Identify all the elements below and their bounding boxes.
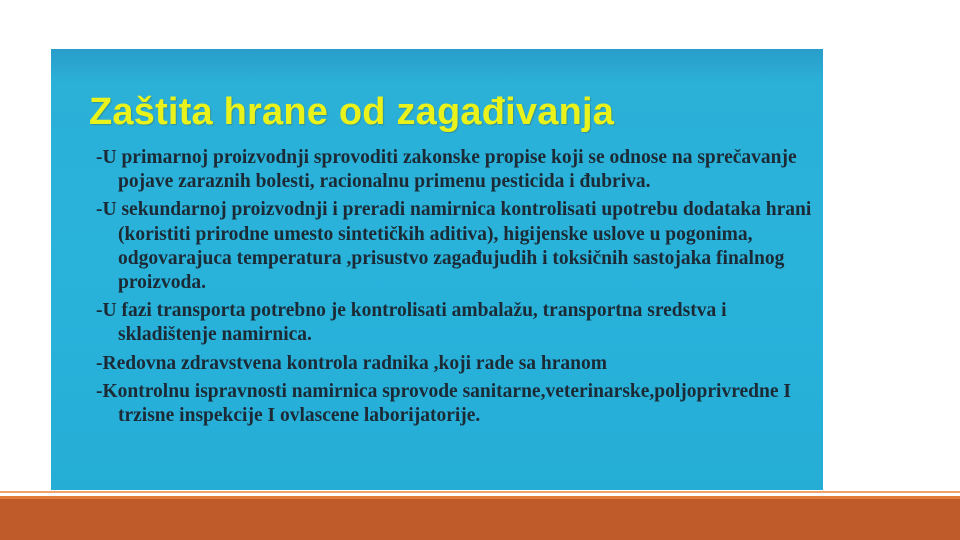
list-item: -U sekundarnoj proizvodnji i preradi namirnica kontrolisati upotrebu dodataka hrani (koristiti prirodne umesto sintetičkih aditiva), higijenske uslove u pogonima, odgovarajuca temperatura ,prisustvo zagađujudih i toksičnih sastojaka finalnog proizvoda. (96, 199, 812, 294)
content-image-panel (51, 49, 823, 490)
footer-bar (0, 496, 960, 540)
accent-divider (0, 491, 960, 493)
footer-bar-highlight (0, 496, 960, 499)
list-item: -U primarnoj proizvodnji sprovoditi zakonske propise koji se odnose na sprečavanje pojave zaraznih bolesti, racionalnu primenu pesticida i đubriva. (96, 147, 797, 193)
list-item: -U fazi transporta potrebno je kontrolisati ambalažu, transportna sredstva i skladištenje namirnica. (96, 300, 727, 346)
bullet-list (96, 146, 816, 432)
list-item: -Kontrolnu ispravnosti namirnica sprovode sanitarne,veterinarske,poljoprivredne I trzisne inspekcije I ovlascene laborijatorije. (96, 380, 791, 427)
slide-title: Zaštita hrane od zagađivanja (89, 91, 615, 133)
panel-shade (51, 49, 823, 77)
list-item: -Redovna zdravstvena kontrola radnika ,koji rade sa hranom (96, 352, 608, 374)
